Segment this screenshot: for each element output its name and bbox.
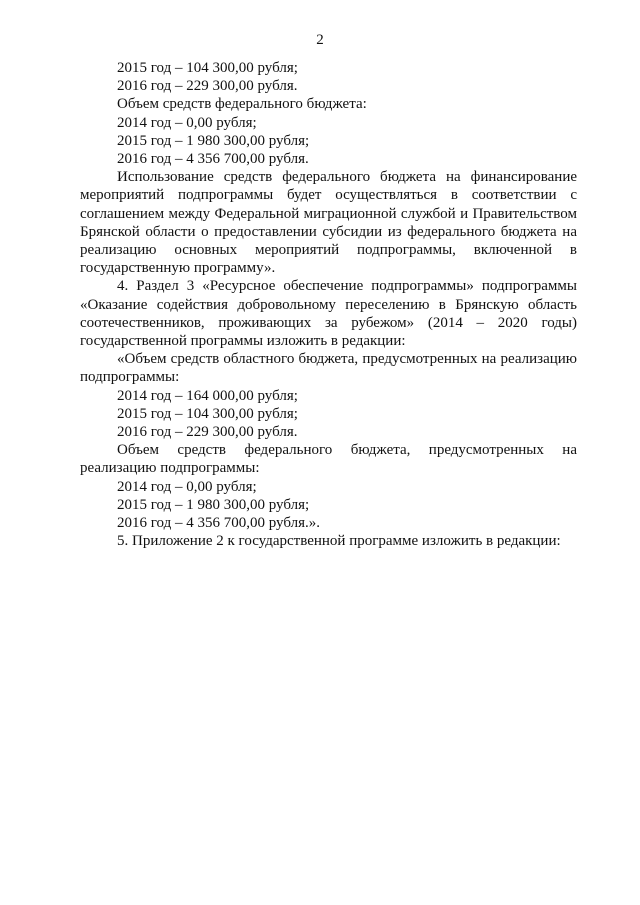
regional-line-2016: 2016 год – 229 300,00 рубля. bbox=[117, 424, 298, 441]
paragraph-appendix-2: 5. Приложение 2 к государственной программе изложить в редакции: bbox=[117, 533, 561, 550]
federal-line-2014: 2014 год – 0,00 рубля; bbox=[117, 114, 257, 131]
federal-line-2016: 2016 год – 4 356 700,00 рубля. bbox=[117, 151, 309, 168]
paragraph-federal-usage: Использование средств федерального бюджета на финансирование мероприятий подпрограммы будет осуществляться в соответствии с соглашением между Федеральной миграционной службой и Правительством Брянской области о предоставлении субсидии из федерального бюджета на реализацию основных мероприятий подпрограммы, включенной в государственную программу». bbox=[80, 169, 577, 277]
document-body bbox=[80, 59, 577, 550]
budget-line-2016: 2016 год – 229 300,00 рубля. bbox=[117, 78, 298, 95]
paragraph-federal-budget: Объем средств федерального бюджета, предусмотренных на реализацию подпрограммы: bbox=[80, 442, 577, 477]
paragraph-section-3: 4. Раздел 3 «Ресурсное обеспечение подпрограммы» подпрограммы «Оказание содействия добровольному переселению в Брянскую область соотечественников, проживающих за рубежом» (2014 – 2020 годы) государственной программы изложить в редакции: bbox=[80, 278, 577, 350]
federal-sub-line-2015: 2015 год – 1 980 300,00 рубля; bbox=[117, 496, 310, 513]
regional-line-2014: 2014 год – 164 000,00 рубля; bbox=[117, 387, 298, 404]
regional-line-2015: 2015 год – 104 300,00 рубля; bbox=[117, 405, 298, 422]
page-number: 2 bbox=[316, 32, 324, 48]
budget-line-2015: 2015 год – 104 300,00 рубля; bbox=[117, 60, 298, 76]
federal-sub-line-2014: 2014 год – 0,00 рубля; bbox=[117, 478, 257, 495]
federal-budget-heading: Объем средств федерального бюджета: bbox=[117, 96, 367, 113]
paragraph-regional-budget: «Объем средств областного бюджета, предусмотренных на реализацию подпрограммы: bbox=[80, 351, 577, 386]
federal-line-2015: 2015 год – 1 980 300,00 рубля; bbox=[117, 132, 310, 149]
federal-sub-line-2016: 2016 год – 4 356 700,00 рубля.». bbox=[117, 515, 320, 532]
